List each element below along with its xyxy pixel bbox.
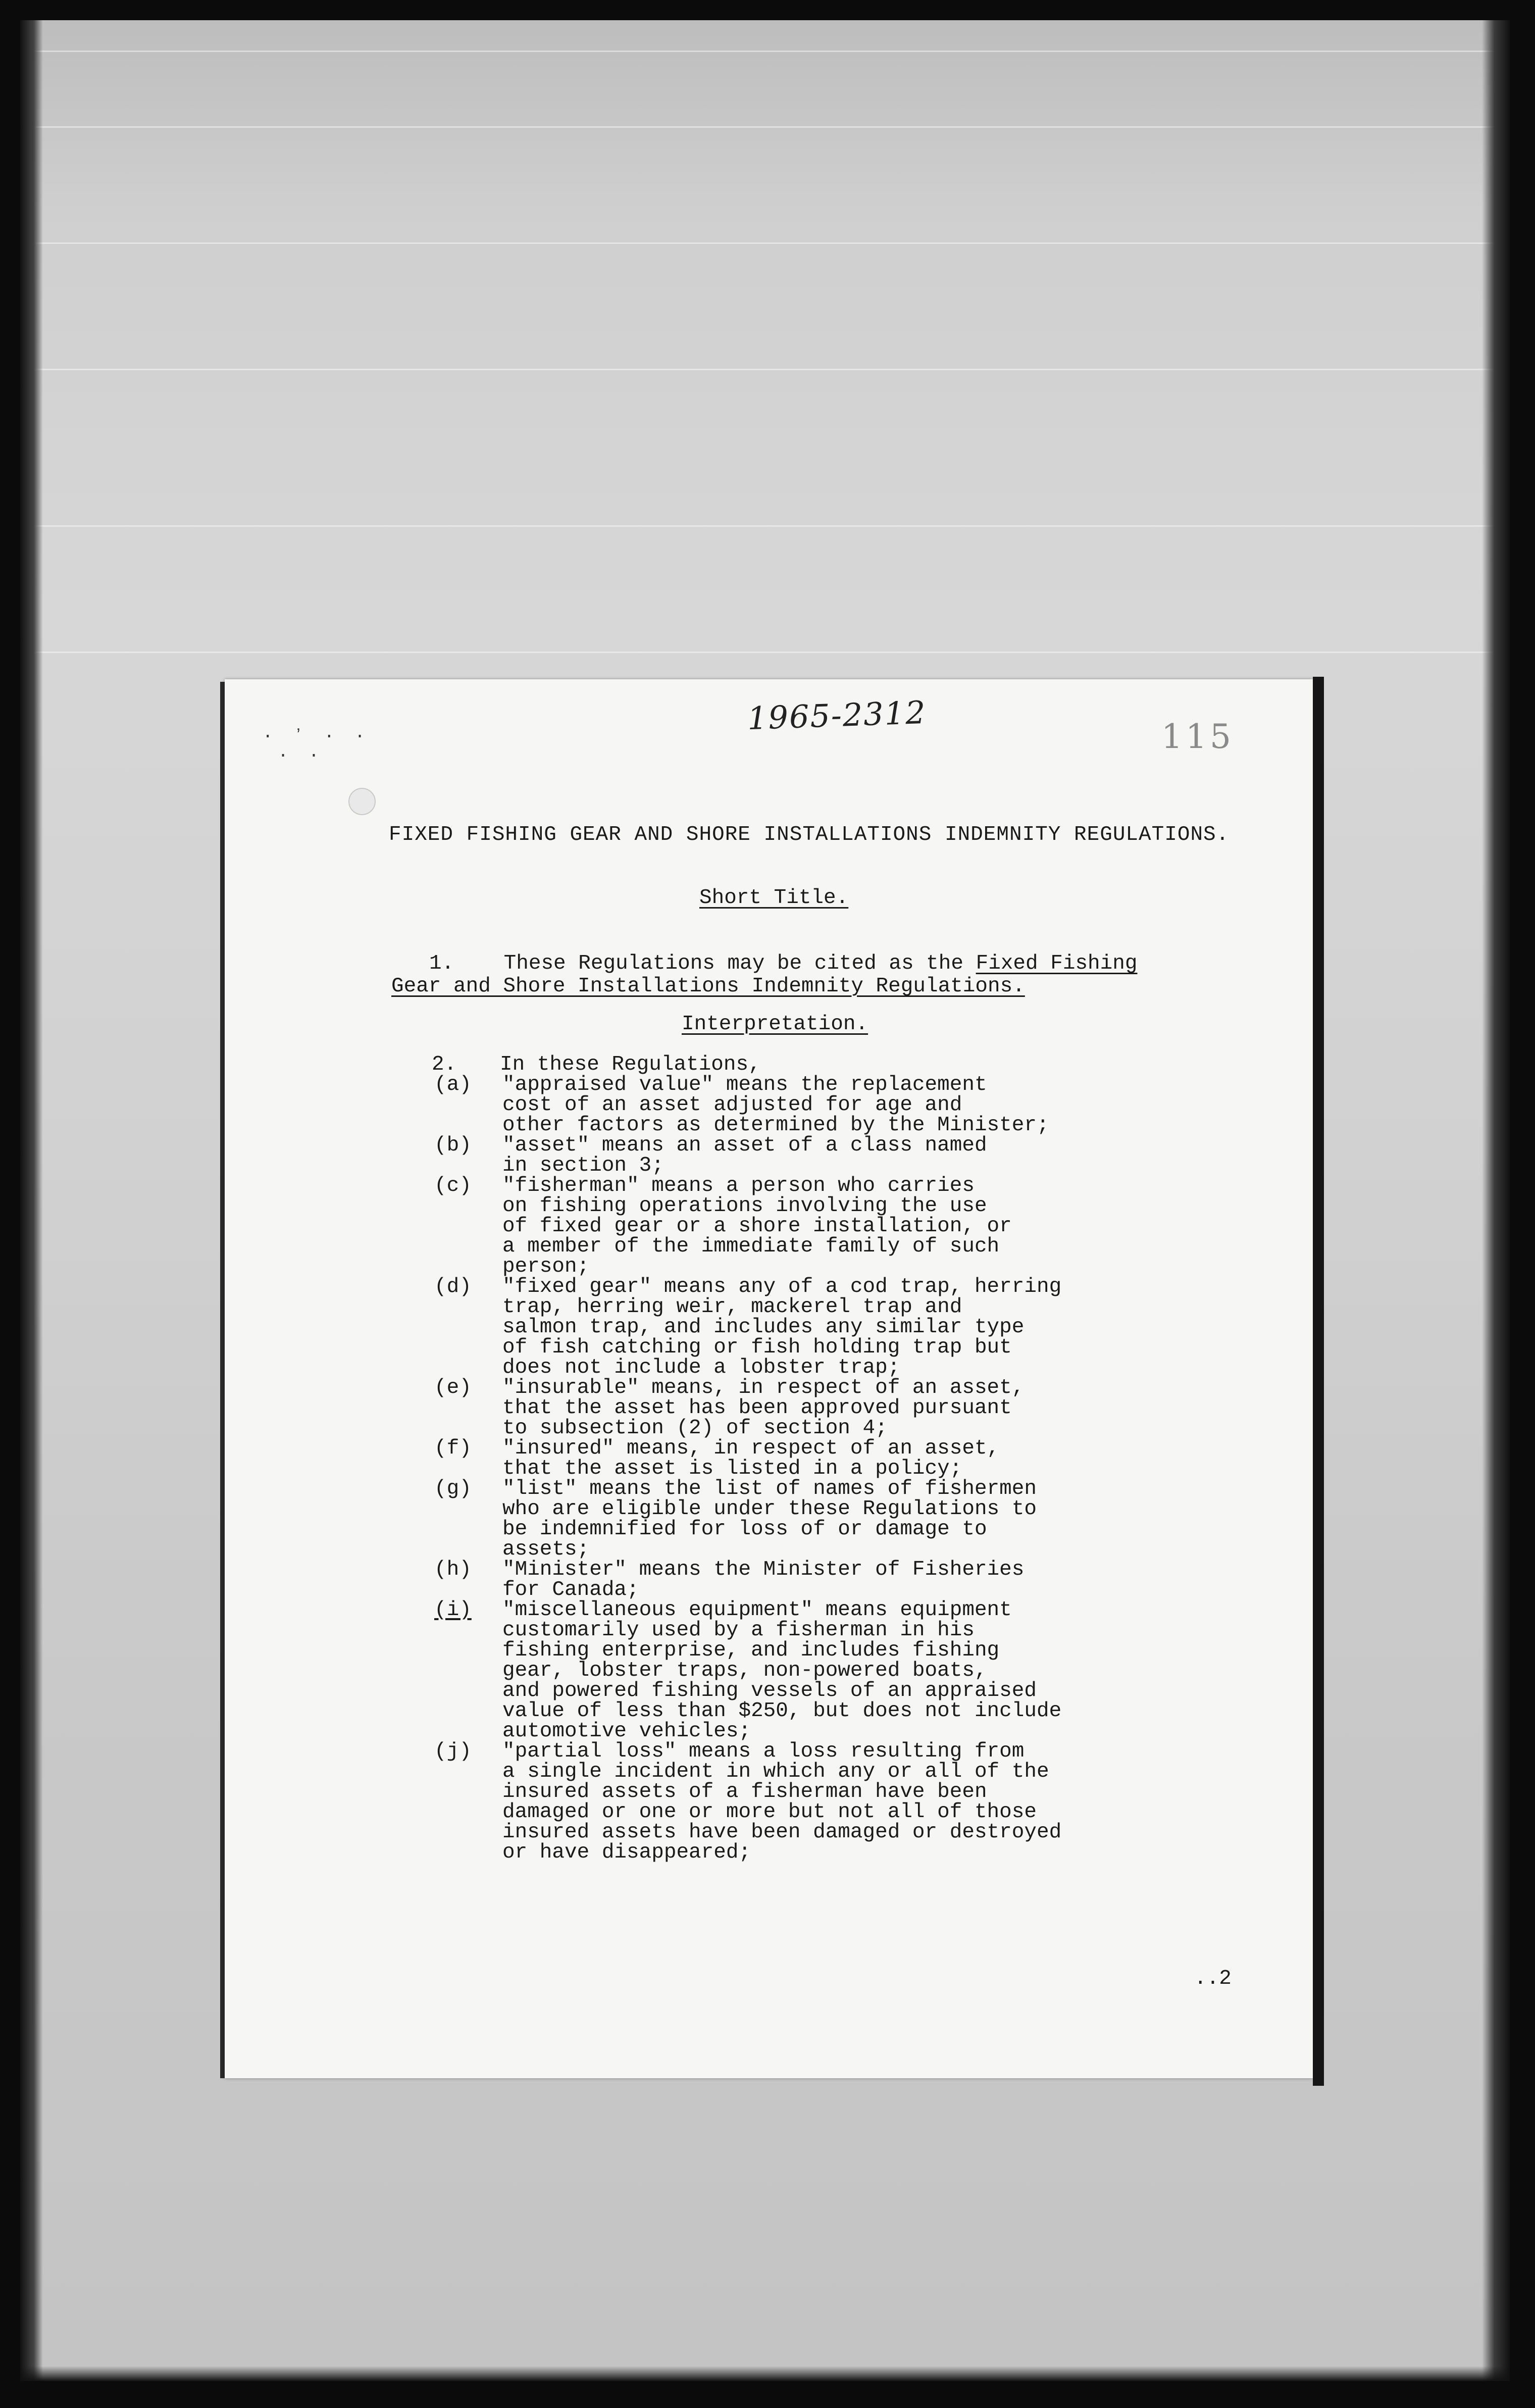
definition-line: salmon trap, and includes any similar type — [502, 1316, 1025, 1339]
scan-artifact — [20, 369, 1510, 370]
definition-item — [434, 1277, 1091, 1378]
section-1-line-2 — [391, 975, 1025, 998]
definition-line: of fish catching or fish holding trap but — [502, 1336, 1012, 1359]
handwritten-note: 1965-2312 — [746, 693, 927, 737]
definition-line: and powered fishing vessels of an appraised — [502, 1679, 1037, 1702]
definition-line: customarily used by a fisherman in his — [502, 1619, 975, 1642]
punch-hole — [348, 788, 376, 815]
definition-line: "fisherman" means a person who carries — [502, 1174, 975, 1197]
scan-artifact — [20, 525, 1510, 527]
definition-text — [502, 1600, 1091, 1741]
section-1-text: These Regulations may be cited as the — [503, 952, 963, 975]
definition-item — [434, 1075, 1091, 1135]
definition-line: "list" means the list of names of fishermen — [502, 1477, 1037, 1500]
definition-line: "Minister" means the Minister of Fisheries — [502, 1558, 1025, 1581]
definition-line: insured assets have been damaged or destroyed — [502, 1821, 1062, 1844]
scan-artifact — [20, 242, 1510, 244]
scan-artifact — [20, 651, 1510, 653]
definition-line: "asset" means an asset of a class named — [502, 1134, 987, 1157]
cited-title-part-2: Gear and Shore Installations Indemnity Regulations. — [391, 975, 1025, 998]
definition-line: damaged or one or more but not all of those — [502, 1800, 1037, 1824]
continuation-marker: ..2 — [1194, 1967, 1232, 1990]
definition-line: gear, lobster traps, non-powered boats, — [502, 1659, 987, 1682]
definition-line: insured assets of a fisherman have been — [502, 1780, 987, 1803]
definition-line: other factors as determined by the Minister; — [502, 1114, 1049, 1137]
scan-artifact — [20, 126, 1510, 128]
interpretation-heading: Interpretation. — [682, 1013, 868, 1036]
definition-item — [434, 1378, 1091, 1438]
definition-line: assets; — [502, 1538, 590, 1561]
definition-text — [502, 1176, 1091, 1277]
definition-label: (h) — [434, 1558, 472, 1581]
definition-line: of fixed gear or a shore installation, or — [502, 1215, 1012, 1238]
definition-item — [434, 1741, 1091, 1863]
definition-line: "insurable" means, in respect of an asset, — [502, 1376, 1025, 1399]
section-1-number: 1. — [429, 952, 454, 975]
definition-text — [502, 1438, 1091, 1479]
definition-text — [502, 1378, 1091, 1438]
definition-item — [434, 1135, 1091, 1176]
definition-line: fishing enterprise, and includes fishing — [502, 1639, 1000, 1662]
definition-line: that the asset has been approved pursuant — [502, 1396, 1012, 1420]
definition-line: that the asset is listed in a policy; — [502, 1457, 962, 1480]
definition-line: trap, herring weir, mackerel trap and — [502, 1295, 962, 1319]
definition-text — [502, 1075, 1091, 1135]
definition-item — [434, 1600, 1091, 1741]
definition-text — [502, 1135, 1091, 1176]
definition-text — [502, 1479, 1091, 1560]
definition-label: (i) — [434, 1598, 472, 1622]
definition-line: person; — [502, 1255, 590, 1278]
definition-line: cost of an asset adjusted for age and — [502, 1093, 962, 1117]
definition-line: "fixed gear" means any of a cod trap, herring — [502, 1275, 1062, 1298]
section-2-number: 2. — [432, 1053, 457, 1076]
definition-line: who are eligible under these Regulations to — [502, 1497, 1037, 1521]
cited-title-part-1: Fixed Fishing — [976, 952, 1138, 975]
definition-line: a single incident in which any or all of the — [502, 1760, 1049, 1783]
definition-label: (e) — [434, 1376, 472, 1399]
definition-label: (c) — [434, 1174, 472, 1197]
definitions-list — [434, 1075, 1091, 1863]
sheet-edge-shadow — [1313, 677, 1324, 2086]
definition-line: "appraised value" means the replacement — [502, 1073, 987, 1096]
definition-line: does not include a lobster trap; — [502, 1356, 900, 1379]
section-2-intro-text: In these Regulations, — [500, 1053, 761, 1076]
definition-label: (j) — [434, 1740, 472, 1763]
definition-label: (f) — [434, 1437, 472, 1460]
sheet-edge-shadow — [220, 682, 225, 2078]
definition-item — [434, 1438, 1091, 1479]
definition-line: on fishing operations involving the use — [502, 1194, 987, 1218]
definition-item — [434, 1176, 1091, 1277]
definition-line: "partial loss" means a loss resulting from — [502, 1740, 1025, 1763]
definition-item — [434, 1560, 1091, 1600]
definition-line: to subsection (2) of section 4; — [502, 1417, 888, 1440]
dust-specks: · ʼ · · · · — [263, 727, 370, 766]
definition-item — [434, 1479, 1091, 1560]
definition-text — [502, 1277, 1091, 1378]
film-edge-right — [1482, 20, 1510, 2381]
definition-line: value of less than $250, but does not include — [502, 1699, 1062, 1723]
definition-line: "insured" means, in respect of an asset, — [502, 1437, 1000, 1460]
short-title-heading: Short Title. — [699, 886, 849, 910]
definition-label: (g) — [434, 1477, 472, 1500]
film-edge-left — [20, 20, 43, 2381]
stamp-number: 115 — [1161, 717, 1234, 756]
definition-label: (d) — [434, 1275, 472, 1298]
definition-text — [502, 1741, 1091, 1863]
definition-line: automotive vehicles; — [502, 1720, 751, 1743]
film-edge-bottom — [20, 2366, 1510, 2381]
definition-label: (a) — [434, 1073, 472, 1096]
definition-text — [502, 1560, 1091, 1600]
definition-line: be indemnified for loss of or damage to — [502, 1518, 987, 1541]
definition-line: "miscellaneous equipment" means equipment — [502, 1598, 1012, 1622]
scan-artifact — [20, 51, 1510, 52]
section-1-line-1 — [429, 952, 1137, 975]
definition-line: in section 3; — [502, 1154, 664, 1177]
document-title: FIXED FISHING GEAR AND SHORE INSTALLATIONS INDEMNITY REGULATIONS. — [389, 823, 1230, 846]
definition-label: (b) — [434, 1134, 472, 1157]
definition-line: a member of the immediate family of such — [502, 1235, 1000, 1258]
definition-line: for Canada; — [502, 1578, 639, 1601]
definition-line: or have disappeared; — [502, 1841, 751, 1864]
